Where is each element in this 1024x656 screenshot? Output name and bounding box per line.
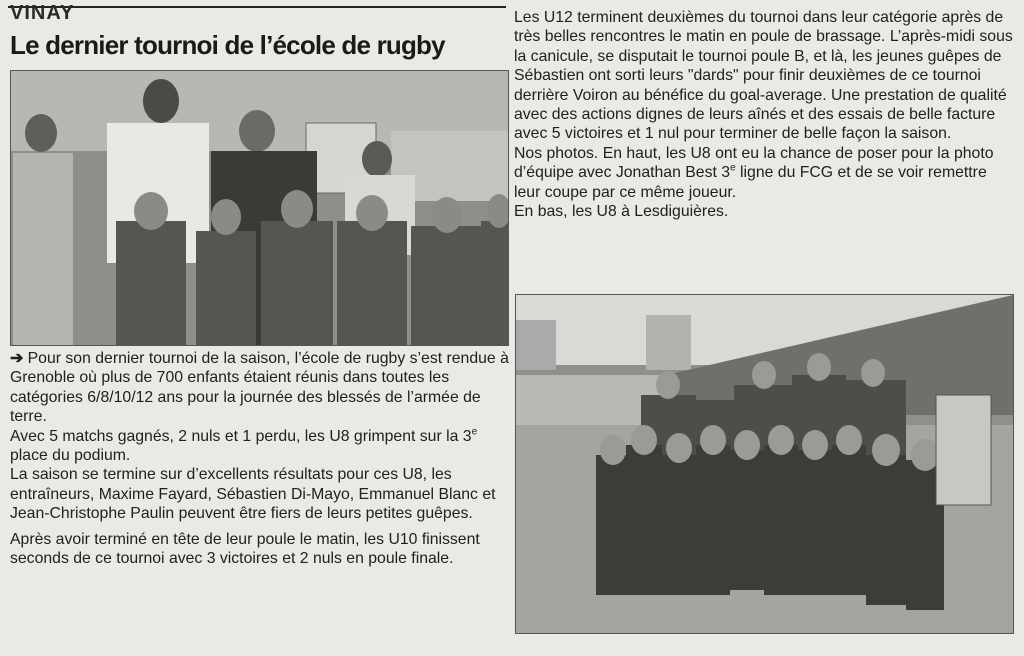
paragraph: La saison se termine sur d’excellents résultats pour ces U8, les entraîneurs, Maxime Fayard, Sébastien Di-Mayo, Emmanuel Blanc et Jean-Christophe Paulin peuvent être fiers de leurs petites guêpes.: [10, 466, 496, 523]
right-column: [514, 8, 1016, 221]
header-rule: [8, 6, 506, 8]
bottom-photo: [515, 294, 1014, 634]
paragraph: ➔ Pour son dernier tournoi de la saison, l’école de rugby s’est rendue à Grenoble où plus de 700 enfants étaient réunis dans toutes les catégories 6/8/10/12 ans pour la journée des blessés de l’armée de terre.: [10, 350, 509, 426]
left-column: [10, 349, 510, 568]
kicker: VINAY: [10, 2, 75, 24]
paragraph: Nos photos. En haut, les U8 ont eu la chance de poser pour la photo d’équipe avec Jonathan Best 3e ligne du FCG et de se voir remettre leur coupe par ce même joueur.: [514, 144, 994, 201]
top-photo: [10, 70, 509, 346]
arrow-icon: ➔: [10, 350, 24, 367]
headline: Le dernier tournoi de l’école de rugby: [10, 30, 445, 60]
paragraph: Les U12 terminent deuxièmes du tournoi dans leur catégorie après de très belles rencontres le matin en poule de brassage. L’après-midi sous la canicule, se disputait le tournoi poule B, et là, les jeunes guêpes de Sébastien ont sorti leurs "dards" pour finir deuxièmes de ce tournoi derrière Voiron au bénéfice du goal-average. Une prestation de qualité avec des actions dignes de leurs aînés et des essais de belle facture avec 5 victoires et 1 nul pour terminer de belle façon la saison.: [514, 9, 1013, 143]
paragraph: En bas, les U8 à Lesdiguières.: [514, 203, 729, 221]
paragraph: Avec 5 matchs gagnés, 2 nuls et 1 perdu, les U8 grimpent sur la 3e place du podium.: [10, 426, 478, 465]
photo-icon: [516, 295, 1013, 633]
paragraph: Après avoir terminé en tête de leur poule le matin, les U10 finissent seconds de ce tournoi avec 3 victoires et 2 nuls en poule finale.: [10, 530, 480, 568]
photo-icon: [11, 71, 508, 345]
